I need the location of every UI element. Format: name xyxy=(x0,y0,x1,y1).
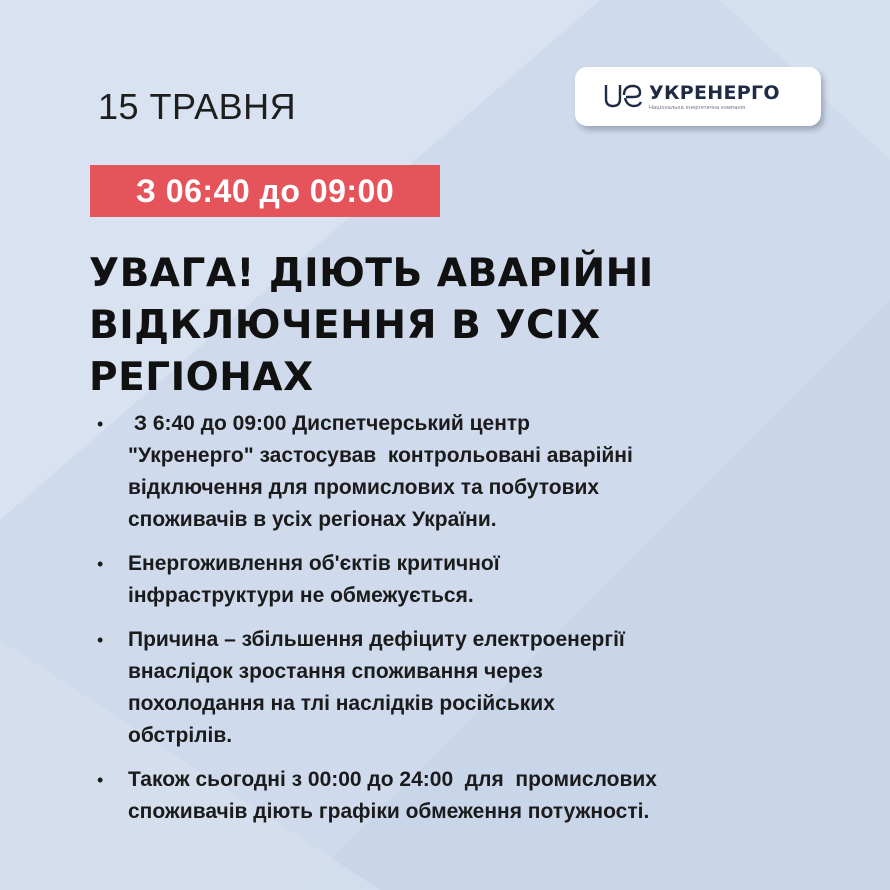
logo-wordmark: УКРЕНЕРГО xyxy=(649,82,780,104)
list-item-line: обстрілів. xyxy=(128,724,233,747)
list-item xyxy=(97,408,797,536)
logo-card xyxy=(575,67,821,126)
list-item-line: внаслідок зростання споживання через xyxy=(128,660,543,683)
list-item-line: відключення для промислових та побутових xyxy=(128,476,600,499)
bullet-icon: • xyxy=(97,770,104,790)
list-item xyxy=(97,624,797,752)
list-item xyxy=(97,548,797,612)
list-item-line: "Укренерго" застосував контрольовані аварійні xyxy=(128,444,633,467)
ukrenergo-logo-icon xyxy=(603,81,643,109)
list-item-line: похолодання на тлі наслідків російських xyxy=(128,692,555,715)
time-range-banner: З 06:40 до 09:00 xyxy=(90,165,440,217)
list-item-line: споживачів в усіх регіонах України. xyxy=(128,508,497,531)
list-item-line: Енергоживлення об'єктів критичної xyxy=(128,552,500,575)
list-item-line: Причина – збільшення дефіциту електроенергії xyxy=(128,628,625,651)
headline-line: ВІДКЛЮЧЕННЯ В УСІХ xyxy=(89,303,601,348)
logo-tagline: Національна енергетична компанія xyxy=(649,105,746,111)
list-item xyxy=(97,764,797,828)
list-item-line: Також сьогодні з 00:00 до 24:00 для промислових xyxy=(128,768,657,791)
bullet-list xyxy=(97,408,797,840)
bullet-icon: • xyxy=(97,414,104,434)
list-item-line: споживачів діють графіки обмеження потужності. xyxy=(128,800,650,823)
headline-line: УВАГА! ДІЮТЬ АВАРІЙНІ xyxy=(89,251,654,296)
list-item-line: інфраструктури не обмежується. xyxy=(128,584,474,607)
bullet-icon: • xyxy=(97,630,104,650)
headline xyxy=(89,248,809,404)
list-item-line: З 6:40 до 09:00 Диспетчерський центр xyxy=(128,412,530,435)
bullet-icon: • xyxy=(97,554,104,574)
headline-line: РЕГІОНАХ xyxy=(89,355,314,400)
date-heading: 15 ТРАВНЯ xyxy=(98,86,297,127)
